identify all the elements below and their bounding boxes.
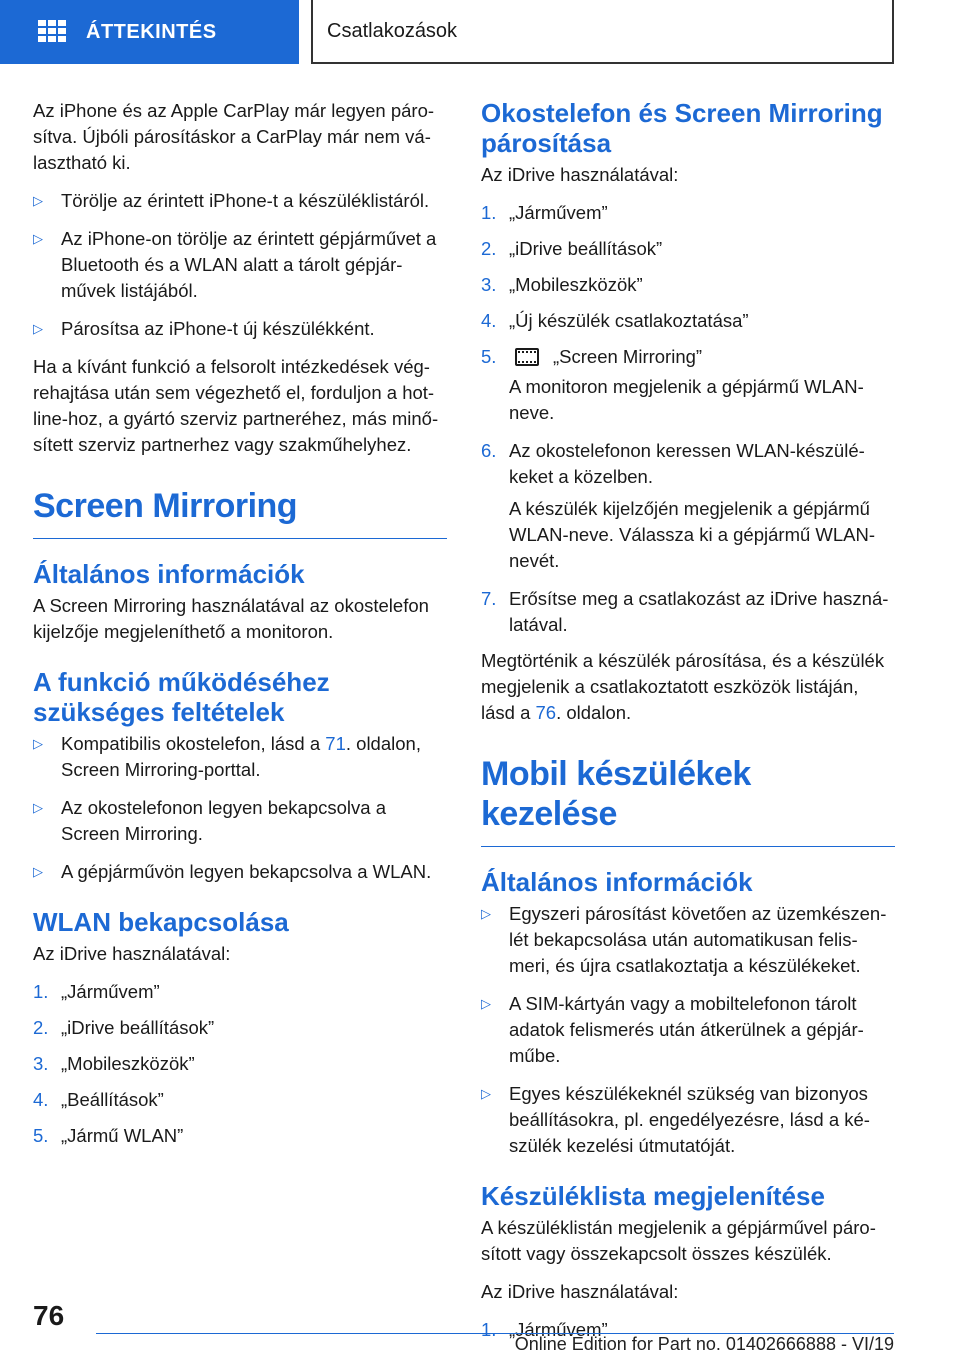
general-paragraph: A Screen Mirroring használatával az okostelefon kijelzője megjeleníthető a monitoron. bbox=[33, 595, 429, 642]
screen-mirroring-icon bbox=[515, 348, 539, 366]
list-item: 2. „iDrive beállítások” bbox=[33, 1017, 215, 1038]
right-column bbox=[481, 98, 895, 1353]
list-item: 1. „Járművem” bbox=[481, 202, 608, 223]
device-list-paragraph: A készüléklistán megjelenik a gépjárművel páro-sított vagy összekapcsolt összes készülék. bbox=[481, 1217, 876, 1264]
section-title-screen-mirroring: Screen Mirroring bbox=[33, 486, 447, 539]
list-item: 7. Erősítse meg a csatlakozást az iDrive haszná-latával. bbox=[481, 588, 889, 635]
list-item: ▷ A SIM-kártyán vagy a mobiltelefonon tárolt adatok felismerés után átkerülnek a gépjár-műbe. bbox=[481, 991, 895, 1069]
list-item: ▷ Törölje az érintett iPhone-t a készüléklistáról. bbox=[33, 188, 447, 214]
section-tab-label: Csatlakozások bbox=[327, 19, 458, 42]
list-item: 4. „Új készülék csatlakoztatása” bbox=[481, 310, 749, 331]
list-item: ▷ Az iPhone-on törölje az érintett gépjárművet a Bluetooth és a WLAN alatt a tárolt gépjár-művek listájából. bbox=[33, 226, 447, 304]
bullet-triangle-icon: ▷ bbox=[481, 906, 491, 921]
list-item: 5. „Screen Mirroring” bbox=[481, 346, 703, 367]
section-tab[interactable] bbox=[311, 0, 894, 64]
step-note: A monitoron megjelenik a gépjármű WLAN-neve. bbox=[509, 376, 864, 423]
bullet-triangle-icon: ▷ bbox=[33, 193, 43, 208]
step-note: A készülék kijelzőjén megjelenik a gépjármű WLAN-neve. Válassza ki a gépjármű WLAN-nevét. bbox=[509, 498, 876, 571]
bullet-triangle-icon: ▷ bbox=[481, 1086, 491, 1101]
list-item: ▷ Egyes készülékeknél szükség van bizonyos beállításokra, pl. engedélyezésre, lásd a ké-szülék kezelési útmutatóját. bbox=[481, 1081, 895, 1159]
list-item: 1. „Járművem” bbox=[481, 1319, 608, 1340]
subsection-title-wlan: WLAN bekapcsolása bbox=[33, 907, 289, 937]
list-item: ▷ Párosítsa az iPhone-t új készülékként. bbox=[33, 316, 447, 342]
list-item: ▷ Egyszeri párosítást követően az üzemkészen-lét bekapcsolása után automatikusan felis-meri, és újra csatlakoztatja a készülékeket. bbox=[481, 901, 895, 979]
left-column bbox=[33, 98, 447, 1159]
list-item: 6. Az okostelefonon keressen WLAN-készülé-keket a közelben. bbox=[481, 440, 865, 487]
section-title-mobile-devices: Mobil készülékek kezelése bbox=[481, 754, 895, 847]
list-item: 3. „Mobileszközök” bbox=[33, 1053, 195, 1074]
subsection-title-requirements: A funkció működéséhez szükséges feltételek bbox=[33, 667, 330, 727]
page-link-71[interactable]: 71 bbox=[325, 733, 346, 754]
overview-tab-label: ÁTTEKINTÉS bbox=[86, 20, 217, 43]
page-number: 76 bbox=[33, 1300, 65, 1331]
list-item: 3. „Mobileszközök” bbox=[481, 274, 643, 295]
bullet-triangle-icon: ▷ bbox=[481, 996, 491, 1011]
wlan-intro: Az iDrive használatával: bbox=[33, 943, 231, 964]
list-item: 5. „Jármű WLAN” bbox=[33, 1125, 184, 1146]
list-item: 4. „Beállítások” bbox=[33, 1089, 164, 1110]
subsection-title-general: Általános információk bbox=[33, 559, 305, 589]
footer-edition: Online Edition for Part no. 01402666888 - VI/19 bbox=[514, 1334, 894, 1354]
fallback-paragraph: Ha a kívánt funkció a felsorolt intézkedések vég-rehajtása után sem végezhető el, forduljon a hot-line-hoz, a gyártó szerviz partneréhez, más minő-sített szerviz partnerhez vagy szakműhelyhez. bbox=[33, 356, 439, 455]
subsection-title-pairing: Okostelefon és Screen Mirroring párosítása bbox=[481, 98, 883, 158]
grid-menu-icon bbox=[38, 20, 66, 44]
list-item: ▷ Kompatibilis okostelefon, lásd a 71. oldalon, Screen Mirroring-porttal. bbox=[33, 731, 447, 783]
result-paragraph: Megtörténik a készülék párosítása, és a készülék megjelenik a csatlakoztatott eszközök listáján, lásd a 76. oldalon. bbox=[481, 650, 885, 723]
bullet-triangle-icon: ▷ bbox=[33, 736, 43, 751]
subsection-title-general: Általános információk bbox=[481, 867, 753, 897]
list-item: 1. „Járművem” bbox=[33, 981, 160, 1002]
list-item: ▷ Az okostelefonon legyen bekapcsolva a Screen Mirroring. bbox=[33, 795, 447, 847]
intro-paragraph: Az iPhone és az Apple CarPlay már legyen páro-sítva. Újbóli párosításkor a CarPlay már nem vá-lasztható ki. bbox=[33, 100, 435, 173]
list-item: ▷ A gépjárművön legyen bekapcsolva a WLAN. bbox=[33, 859, 447, 885]
bullet-triangle-icon: ▷ bbox=[33, 231, 43, 246]
bullet-triangle-icon: ▷ bbox=[33, 800, 43, 815]
overview-tab[interactable] bbox=[0, 0, 299, 64]
page-link-76[interactable]: 76 bbox=[535, 702, 557, 723]
pairing-intro: Az iDrive használatával: bbox=[481, 164, 679, 185]
subsection-title-device-list: Készüléklista megjelenítése bbox=[481, 1181, 825, 1211]
bullet-triangle-icon: ▷ bbox=[33, 864, 43, 879]
device-list-intro: Az iDrive használatával: bbox=[481, 1281, 679, 1302]
bullet-triangle-icon: ▷ bbox=[33, 321, 43, 336]
list-item: 2. „iDrive beállítások” bbox=[481, 238, 663, 259]
header-bar bbox=[0, 0, 960, 66]
